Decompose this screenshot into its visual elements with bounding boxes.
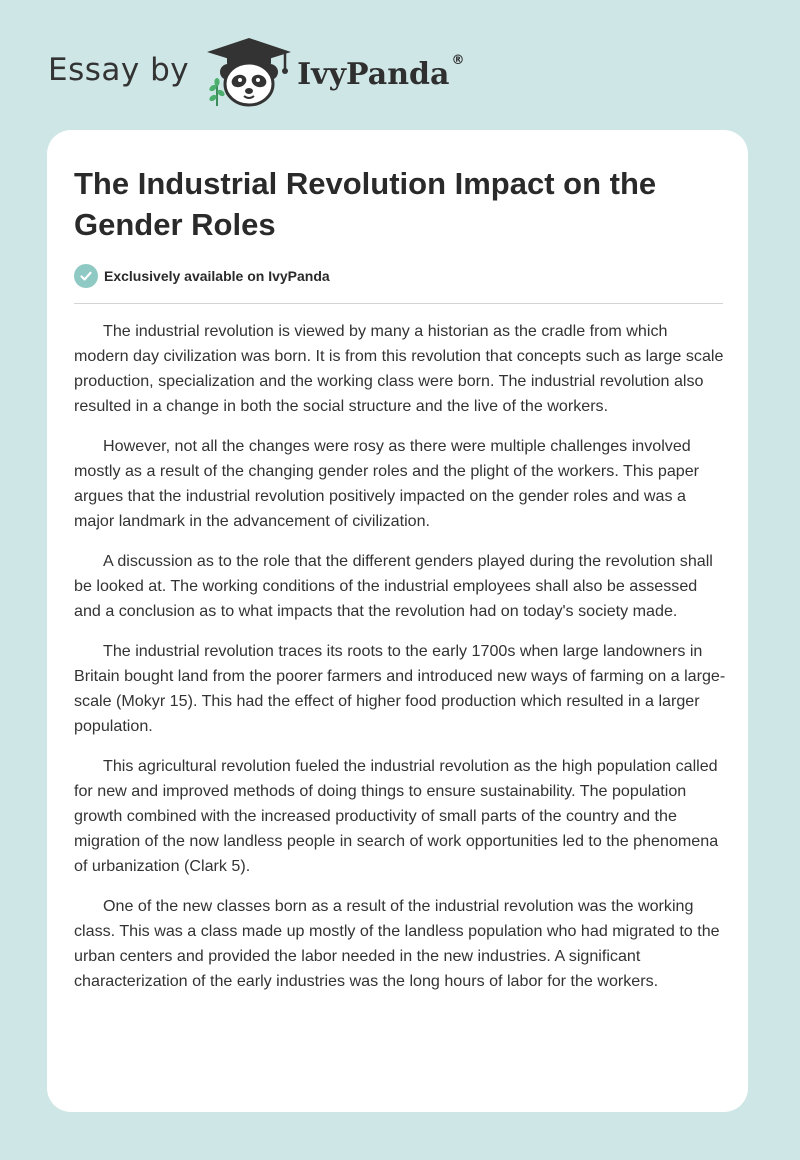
essay-card [47,130,748,1112]
panda-logo-icon [203,36,295,108]
exclusive-badge-label: Exclusively available on IvyPanda [104,268,330,284]
essay-paragraph: This agricultural revolution fueled the industrial revolution as the high population called for new and improved methods of doing things to ensure sustainability. The population growth combined with the increased productivity of small parts of the country and the migration of the now landless people in search of work opportunities led to the phenomena of urbanization (Clark 5). [74,757,719,875]
essay-body [74,319,726,1009]
essay-title: The Industrial Revolution Impact on the Gender Roles [74,166,657,242]
brand-prefix: Essay by [48,52,190,88]
exclusive-badge [74,264,330,288]
essay-paragraph: One of the new classes born as a result of the industrial revolution was the working class. This was a class made up mostly of the landless population who had migrated to the urban centers and provided the labor needed in the new industries. A significant characterization of the early industries was the long hours of labor for the workers. [74,897,720,990]
essay-paragraph: A discussion as to the role that the different genders played during the revolution shall be looked at. The working conditions of the industrial employees shall also be assessed and a conclusion as to what impacts that the revolution had on today's society made. [74,552,713,620]
registered-mark: ® [451,52,465,68]
check-icon [74,264,98,288]
title-divider [74,303,723,304]
essay-paragraph: The industrial revolution is viewed by many a historian as the cradle from which modern day civilization was born. It is from this revolution that concepts such as large scale production, specialization and the working class were born. The industrial revolution also resulted in a change in both the social structure and the live of the workers. [74,322,724,415]
essay-paragraph: The industrial revolution traces its roots to the early 1700s when large landowners in Britain bought land from the poorer farmers and introduced new ways of farming on a large-scale (Mokyr 15). This had the effect of higher food production which resulted in a larger population. [74,642,726,735]
site-header-logo[interactable] [48,36,464,108]
essay-paragraph: However, not all the changes were rosy as there were multiple challenges involved mostly as a result of the changing gender roles and the plight of the workers. This paper argues that the industrial revolution positively impacted on the gender roles and was a major landmark in the advancement of civilization. [74,437,700,530]
brand-name: IvyPanda [297,56,450,92]
